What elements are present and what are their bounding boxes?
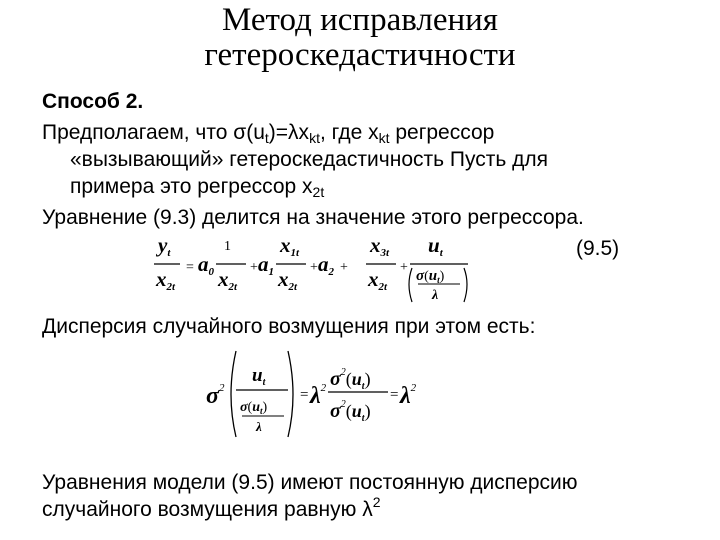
- svg-text:x2t: x2t: [278, 267, 298, 293]
- slide-title-line1: Метод исправления: [221, 2, 498, 38]
- equation-number: (9.5): [576, 237, 620, 260]
- svg-text:a2: a2: [318, 252, 334, 278]
- svg-text:+: +: [400, 260, 408, 275]
- svg-text:σ(ut): $\sigma(u_t)$: [240, 400, 268, 416]
- svg-text:ut: ut: [428, 233, 443, 259]
- svg-text:λ2: $\lambda^2$: [400, 382, 417, 409]
- assumption-line-1: Предполагаем, что $\sigma(u_t)=\lambda x_{kt}$, где $x_{kt}$ регрессор: [42, 121, 495, 146]
- svg-text:x3t: x3t: [370, 233, 390, 259]
- conclusion-line-1: Уравнения модели (9.5) имеют постоянную дисперсию: [42, 471, 578, 494]
- svg-text:σ2(ut): $\sigma^2(u_t)$: [330, 367, 371, 392]
- svg-text:+: +: [310, 260, 318, 275]
- svg-text:λ2: $\lambda^2$: [310, 382, 327, 409]
- svg-text:x2t: x2t: [368, 267, 388, 293]
- svg-text:σ(ut): $\sigma(u_t)$: [416, 268, 445, 285]
- svg-text:λ: λ: [432, 288, 439, 303]
- svg-text:a1: a1: [258, 252, 274, 278]
- method-heading: Способ 2.: [42, 90, 144, 113]
- svg-text:yt: yt: [155, 233, 171, 259]
- svg-text:σ2(ut): $\sigma^2(u_t)$: [330, 399, 371, 424]
- svg-text:=: =: [186, 260, 194, 275]
- svg-text:=: =: [390, 387, 399, 403]
- variance-statement: Дисперсия случайного возмущения при этом есть:: [42, 315, 536, 338]
- svg-text:σ2: $\sigma^2$: [206, 382, 225, 409]
- assumption-line-3: примера это регрессор $x_{2t}$: [70, 175, 325, 200]
- transformed-equation: [150, 228, 480, 308]
- variance-formula: [200, 345, 430, 440]
- division-statement: Уравнение (9.3) делится на значение этого регрессора.: [42, 206, 584, 229]
- svg-text:+: +: [250, 260, 258, 275]
- svg-text:x1t: x1t: [280, 233, 300, 259]
- svg-text:x2t: x2t: [156, 267, 176, 293]
- svg-text:x2t: x2t: [218, 267, 238, 293]
- conclusion-line-2: случайного возмущения равную $\lambda^2$: [42, 494, 381, 521]
- slide-title-line2: гетероскедастичности: [204, 37, 516, 73]
- svg-text:=: =: [300, 387, 309, 403]
- svg-text:λ: λ: [256, 419, 262, 434]
- svg-text:ut: $u_t$: [252, 365, 266, 388]
- assumption-line-2: «вызывающий» гетероскедастичность Пусть для: [70, 148, 549, 171]
- svg-text:a0: a0: [198, 252, 214, 278]
- svg-text:+: +: [340, 260, 348, 275]
- eq-y: y: [158, 233, 168, 257]
- svg-text:1: 1: [224, 239, 231, 254]
